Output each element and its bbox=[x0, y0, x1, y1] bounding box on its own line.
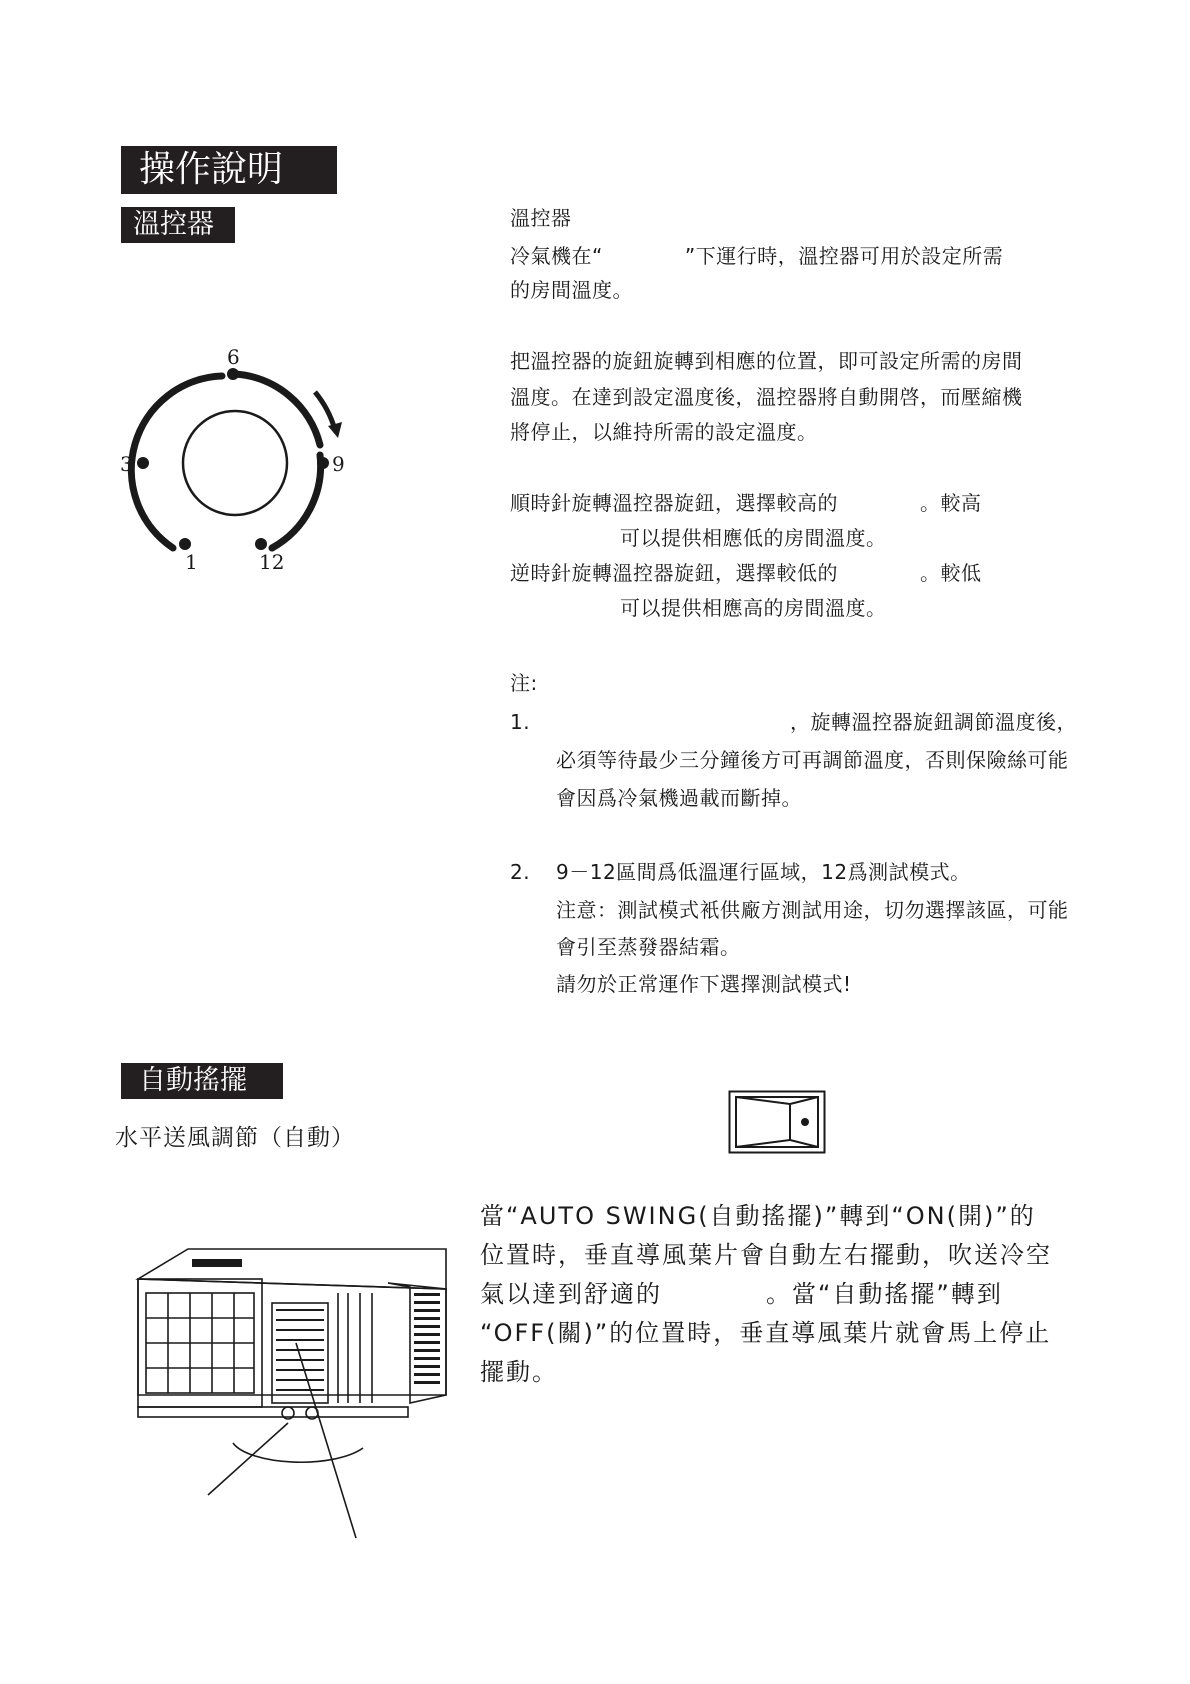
note2-number: 2. bbox=[510, 860, 531, 884]
note1-number: 1. bbox=[510, 710, 531, 734]
thermostat-para2-line2: 溫度。在達到設定溫度後，溫控器將自動開啓，而壓縮機 bbox=[510, 385, 1023, 409]
thermostat-para2-line1: 把溫控器的旋鈕旋轉到相應的位置，即可設定所需的房間 bbox=[510, 349, 1023, 373]
section-title-auto-swing: 自動搖擺 bbox=[121, 1063, 283, 1099]
thermostat-para1-line1: 冷氣機在“ ”下運行時，溫控器可用於設定所需 bbox=[510, 244, 1004, 268]
section-title-thermostat: 溫控器 bbox=[121, 207, 235, 243]
dial-label-1: 1 bbox=[185, 550, 198, 574]
dial-label-3: 3 bbox=[120, 452, 133, 476]
note1-line1: ，旋轉溫控器旋鈕調節溫度後， bbox=[790, 710, 1077, 734]
note-label: 注: bbox=[510, 671, 538, 695]
auto-swing-para-line5: 擺動。 bbox=[480, 1358, 558, 1386]
thermostat-para3-line2: 可以提供相應低的房間溫度。 bbox=[620, 526, 887, 550]
air-conditioner-illustration bbox=[128, 1243, 468, 1553]
thermostat-para2-line3: 將停止，以維持所需的設定溫度。 bbox=[510, 420, 818, 444]
swing-switch-icon bbox=[728, 1090, 826, 1154]
dial-dot-9 bbox=[317, 457, 329, 469]
note2-line4: 請勿於正常運作下選擇測試模式! bbox=[556, 972, 852, 996]
dial-dot-6 bbox=[227, 368, 239, 380]
dial-label-12: 12 bbox=[259, 550, 285, 574]
note2-line3: 會引至蒸發器結霜。 bbox=[556, 935, 741, 959]
note1-line3: 會因爲冷氣機過載而斷掉。 bbox=[556, 786, 802, 810]
dial-dot-12 bbox=[255, 538, 267, 550]
auto-swing-para-line3: 氣以達到舒適的 。當“自動搖擺”轉到 bbox=[480, 1280, 1003, 1308]
thermostat-heading: 溫控器 bbox=[510, 206, 572, 230]
auto-swing-para-line4: “OFF(關)”的位置時，垂直導風葉片就會馬上停止 bbox=[480, 1319, 1052, 1347]
note2-line2: 注意：測試模式衹供廠方測試用途，切勿選擇該區，可能 bbox=[556, 898, 1069, 922]
thermostat-para3-line1: 順時針旋轉溫控器旋鈕，選擇較高的 。較高 bbox=[510, 491, 982, 515]
dial-label-6: 6 bbox=[227, 345, 240, 369]
dial-dot-3 bbox=[137, 457, 149, 469]
dial-knob bbox=[183, 411, 287, 515]
auto-swing-para-line1: 當“AUTO SWING(自動搖擺)”轉到“ON(開)”的 bbox=[480, 1202, 1036, 1230]
note2-line1: 9－12區間爲低溫運行區域，12爲測試模式。 bbox=[556, 860, 971, 884]
dial-dot-1 bbox=[179, 538, 191, 550]
auto-swing-para-line2: 位置時，垂直導風葉片會自動左右擺動，吹送冷空 bbox=[480, 1241, 1052, 1269]
auto-swing-subtitle: 水平送風調節（自動） bbox=[115, 1125, 355, 1151]
dial-label-9: 9 bbox=[332, 452, 345, 476]
thermostat-dial-illustration bbox=[110, 330, 360, 590]
dial-arc bbox=[131, 374, 320, 548]
thermostat-para3-line3: 逆時針旋轉溫控器旋鈕，選擇較低的 。較低 bbox=[510, 561, 982, 585]
thermostat-para1-line2: 的房間溫度。 bbox=[510, 278, 633, 302]
page-title: 操作說明 bbox=[121, 146, 337, 194]
note1-line2: 必須等待最少三分鐘後方可再調節溫度，否則保險絲可能 bbox=[556, 748, 1069, 772]
thermostat-para3-line4: 可以提供相應高的房間溫度。 bbox=[620, 596, 887, 620]
